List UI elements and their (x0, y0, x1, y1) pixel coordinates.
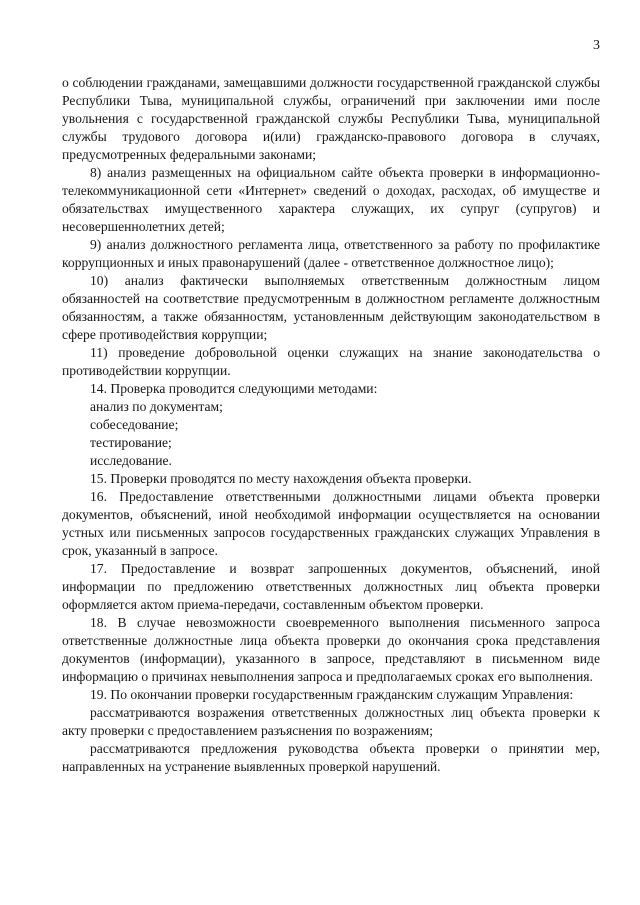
paragraph-18: 18. В случае невозможности своевременного выполнения письменного запроса ответственные должностные лица объекта проверки до окончания срока представления документов (информации), указанного в запросе, представляют в письменном виде информацию о причинах невыполнения запроса и предполагаемых сроках его выполнения. (62, 615, 600, 684)
paragraph-14: 14. Проверка проводится следующими методами: (90, 381, 378, 396)
paragraph-item-10: 10) анализ фактически выполняемых ответственным должностным лицом обязанностей на соответствие предусмотренным в должностном регламенте должностным обязанностям, а также обязанностям, установленным действующим законодательством в сфере противодействия коррупции; (62, 273, 600, 342)
paragraph-15: 15. Проверки проводятся по месту нахождения объекта проверки. (90, 471, 472, 486)
list-item: собеседование; (90, 417, 179, 432)
paragraph-19-objections: рассматриваются возражения ответственных должностных лиц объекта проверки к акту проверки с предоставлением разъяснения по возражениям; (62, 705, 600, 738)
methods-list (62, 398, 600, 470)
paragraph-item-8: 8) анализ размещенных на официальном сайте объекта проверки в информационно-телекоммуникационной сети «Интернет» сведений о доходах, расходах, об имуществе и обязательствах имущественного характера служащих, их супруг (супругов) и несовершеннолетних детей; (62, 165, 600, 234)
paragraph-item-11: 11) проведение добровольной оценки служащих на знание законодательства о противодействии коррупции. (62, 345, 600, 378)
paragraph-continuation: о соблюдении гражданами, замещавшими должности государственной гражданской службы Республики Тыва, муниципальной службы, ограничений при заключении ими после увольнения с государственной гражданской службы Республики Тыва, муниципальной службы трудового договора и(или) гражданско-правового договора в случаях, предусмотренных федеральными законами; (62, 75, 600, 162)
list-item: анализ по документам; (90, 399, 223, 414)
list-item: исследование. (90, 453, 172, 468)
list-item: тестирование; (90, 435, 172, 450)
document-body (62, 74, 600, 776)
paragraph-item-9: 9) анализ должностного регламента лица, ответственного за работу по профилактике коррупционных и иных правонарушений (далее - ответственное должностное лицо); (62, 237, 600, 270)
page-number: 3 (593, 38, 600, 53)
paragraph-19: 19. По окончании проверки государственным гражданским служащим Управления: (90, 687, 574, 702)
paragraph-19-proposals: рассматриваются предложения руководства объекта проверки о принятии мер, направленных на устранение выявленных проверкой нарушений. (62, 741, 600, 774)
paragraph-17: 17. Предоставление и возврат запрошенных документов, объяснений, иной информации по предложению ответственных должностных лиц объекта проверки оформляется актом приема-передачи, составленным объектом проверки. (62, 561, 600, 612)
paragraph-16: 16. Предоставление ответственными должностными лицами объекта проверки документов, объяснений, иной необходимой информации осуществляется на основании устных или письменных запросов государственных гражданских служащих Управления в срок, указанный в запросе. (62, 489, 600, 558)
